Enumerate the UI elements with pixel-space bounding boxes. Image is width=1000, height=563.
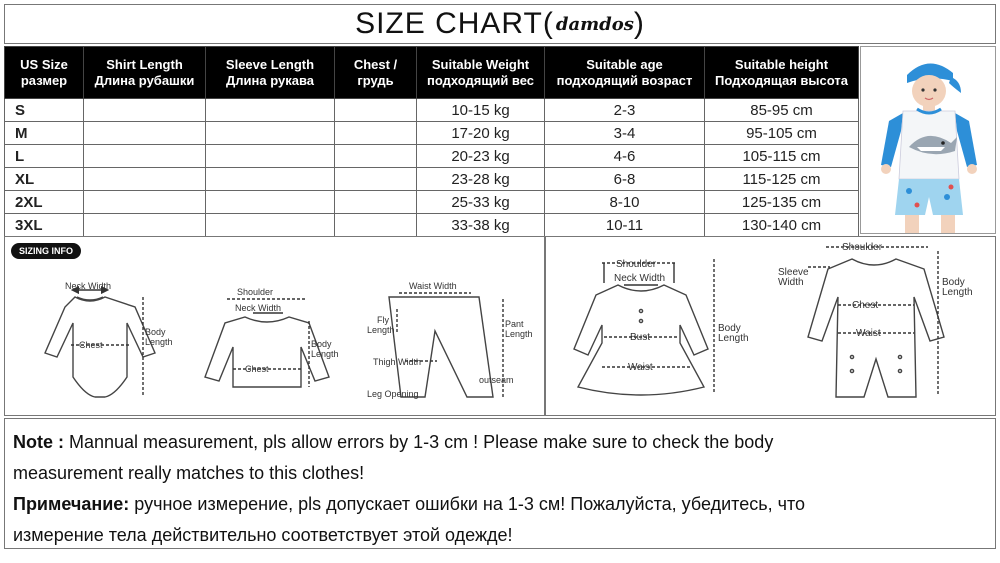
cell-sleeve-length	[206, 99, 335, 122]
note-english-label: Note :	[13, 432, 64, 452]
note-box	[4, 418, 996, 549]
pants-fly-length-label: Length	[367, 325, 395, 335]
sizing-info-panel-right	[545, 236, 996, 416]
table-header-row	[5, 47, 859, 99]
romper-width-label: Width	[778, 277, 804, 288]
cell-size: S	[5, 99, 84, 122]
shirt-body-label: Body	[311, 339, 332, 349]
table-row	[5, 99, 859, 122]
cell-chest	[335, 145, 417, 168]
cell-chest	[335, 99, 417, 122]
pants-outseam-label: outseam	[479, 375, 514, 385]
cell-height: 115-125 cm	[705, 168, 859, 191]
dress-bust-label: Bust	[630, 332, 651, 343]
table-row	[5, 122, 859, 145]
table-row	[5, 191, 859, 214]
cell-height: 125-135 cm	[705, 191, 859, 214]
header-suitable-weight: Suitable Weight подходящий вес	[417, 47, 545, 99]
header-sleeve-length: Sleeve Length Длина рукава	[206, 47, 335, 99]
brand-name: damdos	[555, 13, 634, 35]
cell-height: 95-105 cm	[705, 122, 859, 145]
cell-size: L	[5, 145, 84, 168]
cell-shirt-length	[84, 145, 206, 168]
shirt-neck-label: Neck Width	[235, 303, 282, 313]
cell-age: 2-3	[545, 99, 705, 122]
cell-age: 8-10	[545, 191, 705, 214]
dress-body-label: Body	[718, 323, 741, 334]
garment-diagrams-right	[546, 237, 995, 415]
cell-height: 85-95 cm	[705, 99, 859, 122]
cell-size: 2XL	[5, 191, 84, 214]
pants-pant-label: Pant	[505, 319, 524, 329]
romper-body-label: Body	[942, 277, 965, 288]
cell-shirt-length	[84, 214, 206, 237]
cell-weight: 17-20 kg	[417, 122, 545, 145]
table-row	[5, 145, 859, 168]
bodysuit-neck-label: Neck Width	[65, 281, 112, 291]
dress-neck-label: Neck Width	[614, 273, 666, 284]
sizing-info-badge: SIZING INFO	[11, 243, 81, 259]
cell-sleeve-length	[206, 214, 335, 237]
note-english-text-1: Mannual measurement, pls allow errors by 1-3 cm ! Please make sure to check the body	[64, 432, 774, 452]
cell-chest	[335, 168, 417, 191]
romper-shoulder-label: Shoulder	[842, 242, 883, 253]
header-suitable-age: Suitable age подходящий возраст	[545, 47, 705, 99]
shirt-length-label: Length	[311, 349, 339, 359]
cell-age: 10-11	[545, 214, 705, 237]
pants-waist-label: Waist Width	[409, 281, 457, 291]
romper-sleeve-label: Sleeve	[778, 267, 809, 278]
cell-weight: 25-33 kg	[417, 191, 545, 214]
note-russian-line-1	[13, 489, 987, 520]
cell-age: 4-6	[545, 145, 705, 168]
note-russian-label: Примечание:	[13, 494, 130, 514]
romper-length-label: Length	[942, 287, 973, 298]
size-table	[4, 46, 859, 237]
note-english-line-1	[13, 427, 987, 458]
header-chest: Chest / грудь	[335, 47, 417, 99]
title-text: SIZE CHART(	[355, 7, 554, 40]
cell-chest	[335, 214, 417, 237]
cell-weight: 10-15 kg	[417, 99, 545, 122]
note-russian-text-1: ручное измерение, pls допускает ошибки на 1-3 см! Пожалуйста, убедитесь, что	[129, 494, 806, 514]
romper-chest-label: Chest	[852, 300, 879, 311]
cell-weight: 20-23 kg	[417, 145, 545, 168]
cell-shirt-length	[84, 99, 206, 122]
table-row	[5, 168, 859, 191]
cell-shirt-length	[84, 168, 206, 191]
cell-sleeve-length	[206, 145, 335, 168]
cell-shirt-length	[84, 122, 206, 145]
cell-height: 105-115 cm	[705, 145, 859, 168]
header-us-size: US Size размер	[5, 47, 84, 99]
pants-fly-label: Fly	[377, 315, 389, 325]
note-english-line-2: measurement really matches to this clothes!	[13, 463, 365, 483]
romper-waist-label: Waist	[856, 328, 881, 339]
cell-age: 3-4	[545, 122, 705, 145]
table-row	[5, 214, 859, 237]
pants-leg-label: Leg Opening	[367, 389, 419, 399]
bodysuit-length-label: Length	[145, 337, 173, 347]
dress-length-label: Length	[718, 333, 749, 344]
cell-age: 6-8	[545, 168, 705, 191]
dress-shoulder-label: Shoulder	[616, 259, 657, 270]
cell-size: M	[5, 122, 84, 145]
header-shirt-length: Shirt Length Длина рубашки	[84, 47, 206, 99]
garment-diagrams	[5, 237, 544, 415]
shirt-shoulder-label: Shoulder	[237, 287, 274, 297]
cell-weight: 33-38 kg	[417, 214, 545, 237]
romper-diagram	[808, 247, 944, 397]
sizing-info-panel	[4, 236, 545, 416]
bodysuit-body-label: Body	[145, 327, 166, 337]
cell-chest	[335, 122, 417, 145]
cell-size: 3XL	[5, 214, 84, 237]
cell-size: XL	[5, 168, 84, 191]
title-close: )	[633, 7, 645, 40]
cell-chest	[335, 191, 417, 214]
note-russian-line-2: измерение тела действительно соответствует этой одежде!	[13, 525, 513, 545]
shirt-chest-label: Chest	[245, 364, 269, 374]
dress-waist-label: Waist	[628, 362, 653, 373]
pants-thigh-label: Thigh Width	[373, 357, 422, 367]
chart-title	[4, 4, 996, 44]
cell-sleeve-length	[206, 191, 335, 214]
child-swimsuit-illustration	[861, 47, 996, 234]
cell-sleeve-length	[206, 122, 335, 145]
cell-weight: 23-28 kg	[417, 168, 545, 191]
cell-sleeve-length	[206, 168, 335, 191]
pants-pant-length-label: Length	[505, 329, 533, 339]
product-photo	[860, 46, 996, 234]
cell-shirt-length	[84, 191, 206, 214]
cell-height: 130-140 cm	[705, 214, 859, 237]
header-suitable-height: Suitable height Подходящая высота	[705, 47, 859, 99]
bodysuit-chest-label: Chest	[79, 340, 103, 350]
